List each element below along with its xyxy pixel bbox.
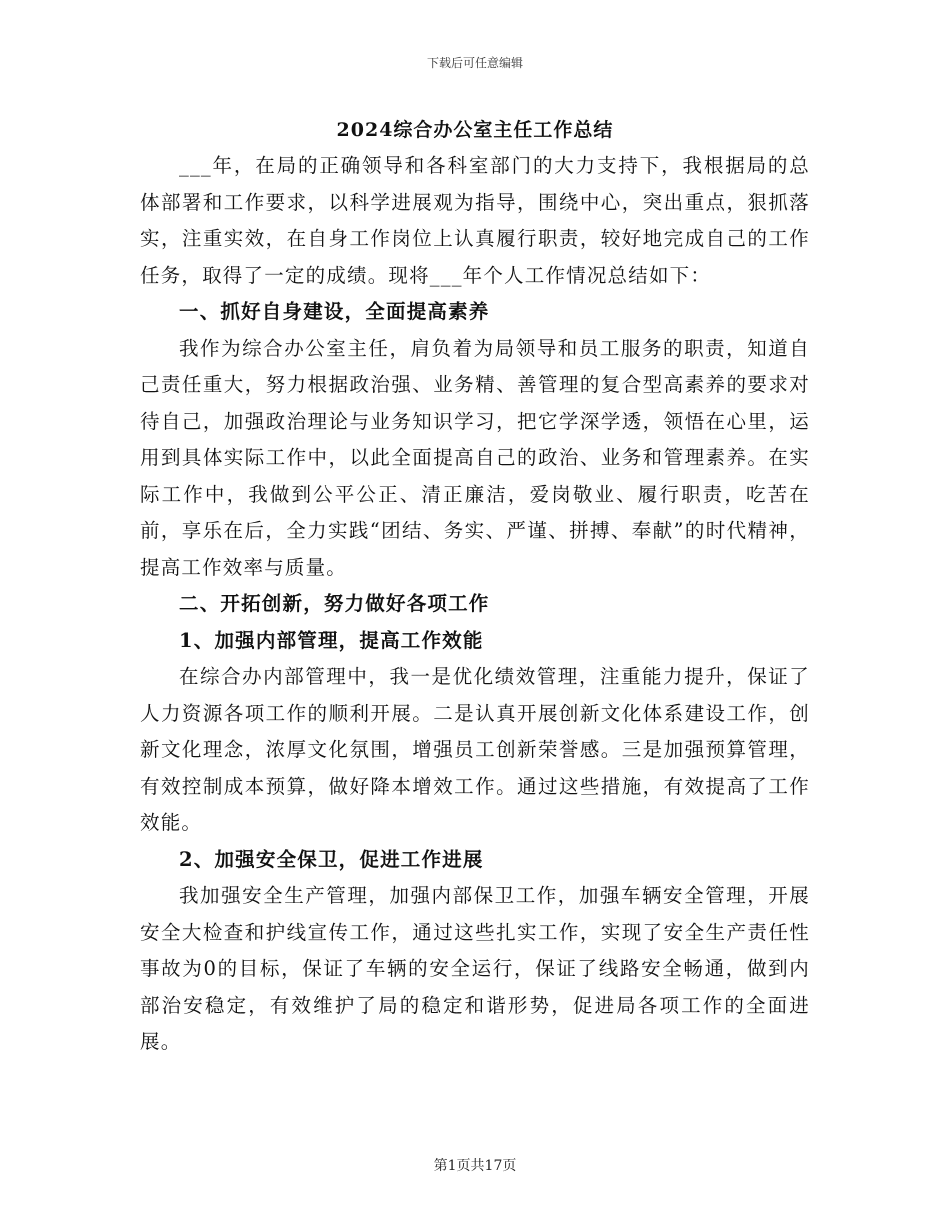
- paragraph-security: 我加强安全生产管理，加强内部保卫工作，加强车辆安全管理，开展安全大检查和护线宣传工作，通过这些扎实工作，实现了安全生产责任性事故为0的目标，保证了车辆的安全运行，保证了线路安全畅通，做到内部治安稳定，有效维护了局的稳定和谐形势，促进局各项工作的全面进展。: [140, 884, 810, 1053]
- page-title: 2024综合办公室主任工作总结: [336, 119, 614, 141]
- paragraph-self-building: 我作为综合办公室主任，肩负着为局领导和员工服务的职责，知道自己责任重大，努力根据政治强、业务精、善管理的复合型高素养的要求对待自己，加强政治理论与业务知识学习，把它学深学透，领悟在心里，运用到具体实际工作中，以此全面提高自己的政治、业务和管理素养。在实际工作中，我做到公平公正、清正廉洁，爱岗敬业、履行职责，吃苦在前，享乐在后，全力实践“团结、务实、严谨、拼搏、奉献”的时代精神，提高工作效率与质量。: [140, 336, 810, 579]
- paragraph-internal-management: 在综合办内部管理中，我一是优化绩效管理，注重能力提升，保证了人力资源各项工作的顺利开展。二是认真开展创新文化体系建设工作，创新文化理念，浓厚文化氛围，增强员工创新荣誉感。三是加强预算管理，有效控制成本预算，做好降本增效工作。通过这些措施，有效提高了工作效能。: [140, 665, 810, 834]
- subsection-heading-1: 1、加强内部管理，提高工作效能: [179, 628, 484, 652]
- download-note: 下载后可任意编辑: [426, 56, 523, 70]
- subsection-heading-2: 2、加强安全保卫，促进工作进展: [179, 847, 484, 871]
- section-heading-1: 一、抓好自身建设，全面提高素养: [179, 300, 490, 323]
- section-heading-2: 二、开拓创新，努力做好各项工作: [179, 592, 490, 615]
- page-number: 第1页共17页: [433, 1158, 517, 1174]
- paragraph-intro: ___年，在局的正确领导和各科室部门的大力支持下，我根据局的总体部署和工作要求，以科学进展观为指导，围绕中心，突出重点，狠抓落实，注重实效，在自身工作岗位上认真履行职责，较好地完成自己的工作任务，取得了一定的成绩。现将___年个人工作情况总结如下：: [140, 154, 810, 287]
- document-body: [140, 148, 810, 1061]
